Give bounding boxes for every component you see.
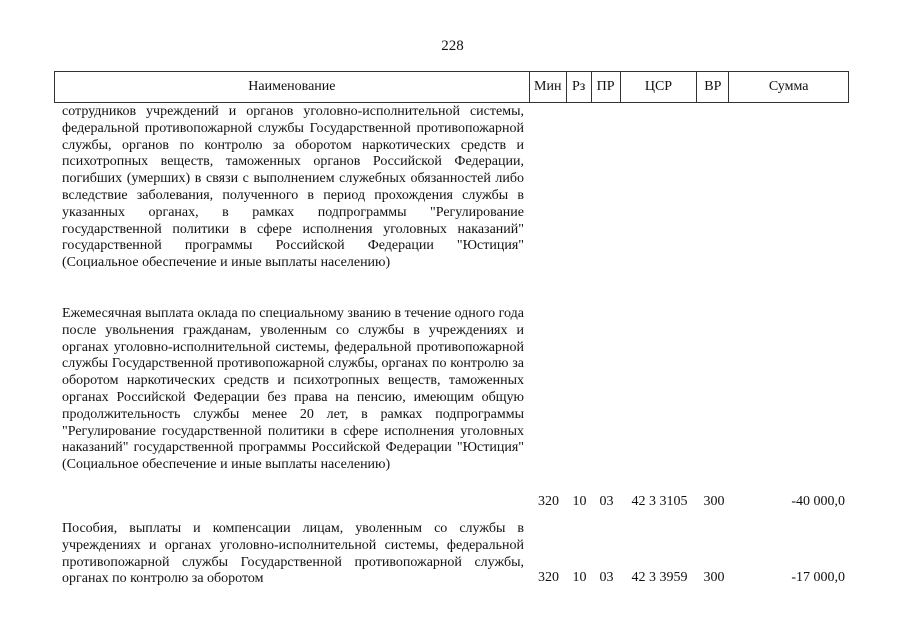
cell-rz: 10 [572,570,587,585]
cell-pr: 03 [599,494,614,509]
column-header-csr: ЦСР [621,72,698,102]
row-values [530,570,849,588]
column-header-name: Наименование [55,72,530,102]
cell-rz: 10 [572,494,587,509]
cell-pr: 03 [599,570,614,585]
row-values [530,494,849,512]
cell-csr: 42 3 3959 [631,570,688,585]
cell-sum: -40 000,0 [791,494,845,509]
column-header-vr: ВР [697,72,729,102]
cell-csr: 42 3 3105 [631,494,688,509]
column-header-sum: Сумма [768,79,809,94]
column-header-min: Мин [530,72,567,102]
row-name: Ежемесячная выплата оклада по специальному званию в течение одного года после увольнения гражданам, уволенным со службы в учреждениях и органах уголовно-исполнительной системы, федеральной противопожарной службы Государственной противопожарной службы, органах по контролю за оборотом наркотических средств и психотропных веществ, таможенных органах Российской Федерации без права на пенсию, имеющим общую продолжительность службы менее 20 лет, в рамках подпрограммы "Регулирование государственной политики в сфере исполнения уголовных наказаний" государственной программы Российской Федерации "Юстиция" (Социальное обеспечение и иные выплаты населению) [62,306,524,473]
column-header-pr: ПР [592,72,621,102]
cell-min: 320 [538,494,559,509]
column-header-rz: Рз [567,72,592,102]
table-header [54,71,849,103]
cell-min: 320 [538,570,559,585]
page-number: 228 [441,38,464,54]
cell-sum: -17 000,0 [791,570,845,585]
row-name: сотрудников учреждений и органов уголовно-исполнительной системы, федеральной противопожарной службы Государственной противопожарной службы, органов по контролю за оборотом наркотических средств и психотропных веществ, таможенных органов Российской Федерации, погибших (умерших) в связи с выполнением служебных обязанностей либо вследствие заболевания, полученного в период прохождения службы в указанных органах, в рамках подпрограммы "Регулирование государственной политики в сфере исполнения уголовных наказаний" государственной программы Российской Федерации "Юстиция" (Социальное обеспечение и иные выплаты населению) [62,104,524,271]
cell-vr: 300 [703,570,725,585]
cell-vr: 300 [703,494,725,509]
row-name: Пособия, выплаты и компенсации лицам, уволенным со службы в учреждениях и органах уголовно-исполнительной системы, федеральной противопожарной службы Государственной противопожарной службы, органах по контролю за оборотом [62,521,524,587]
